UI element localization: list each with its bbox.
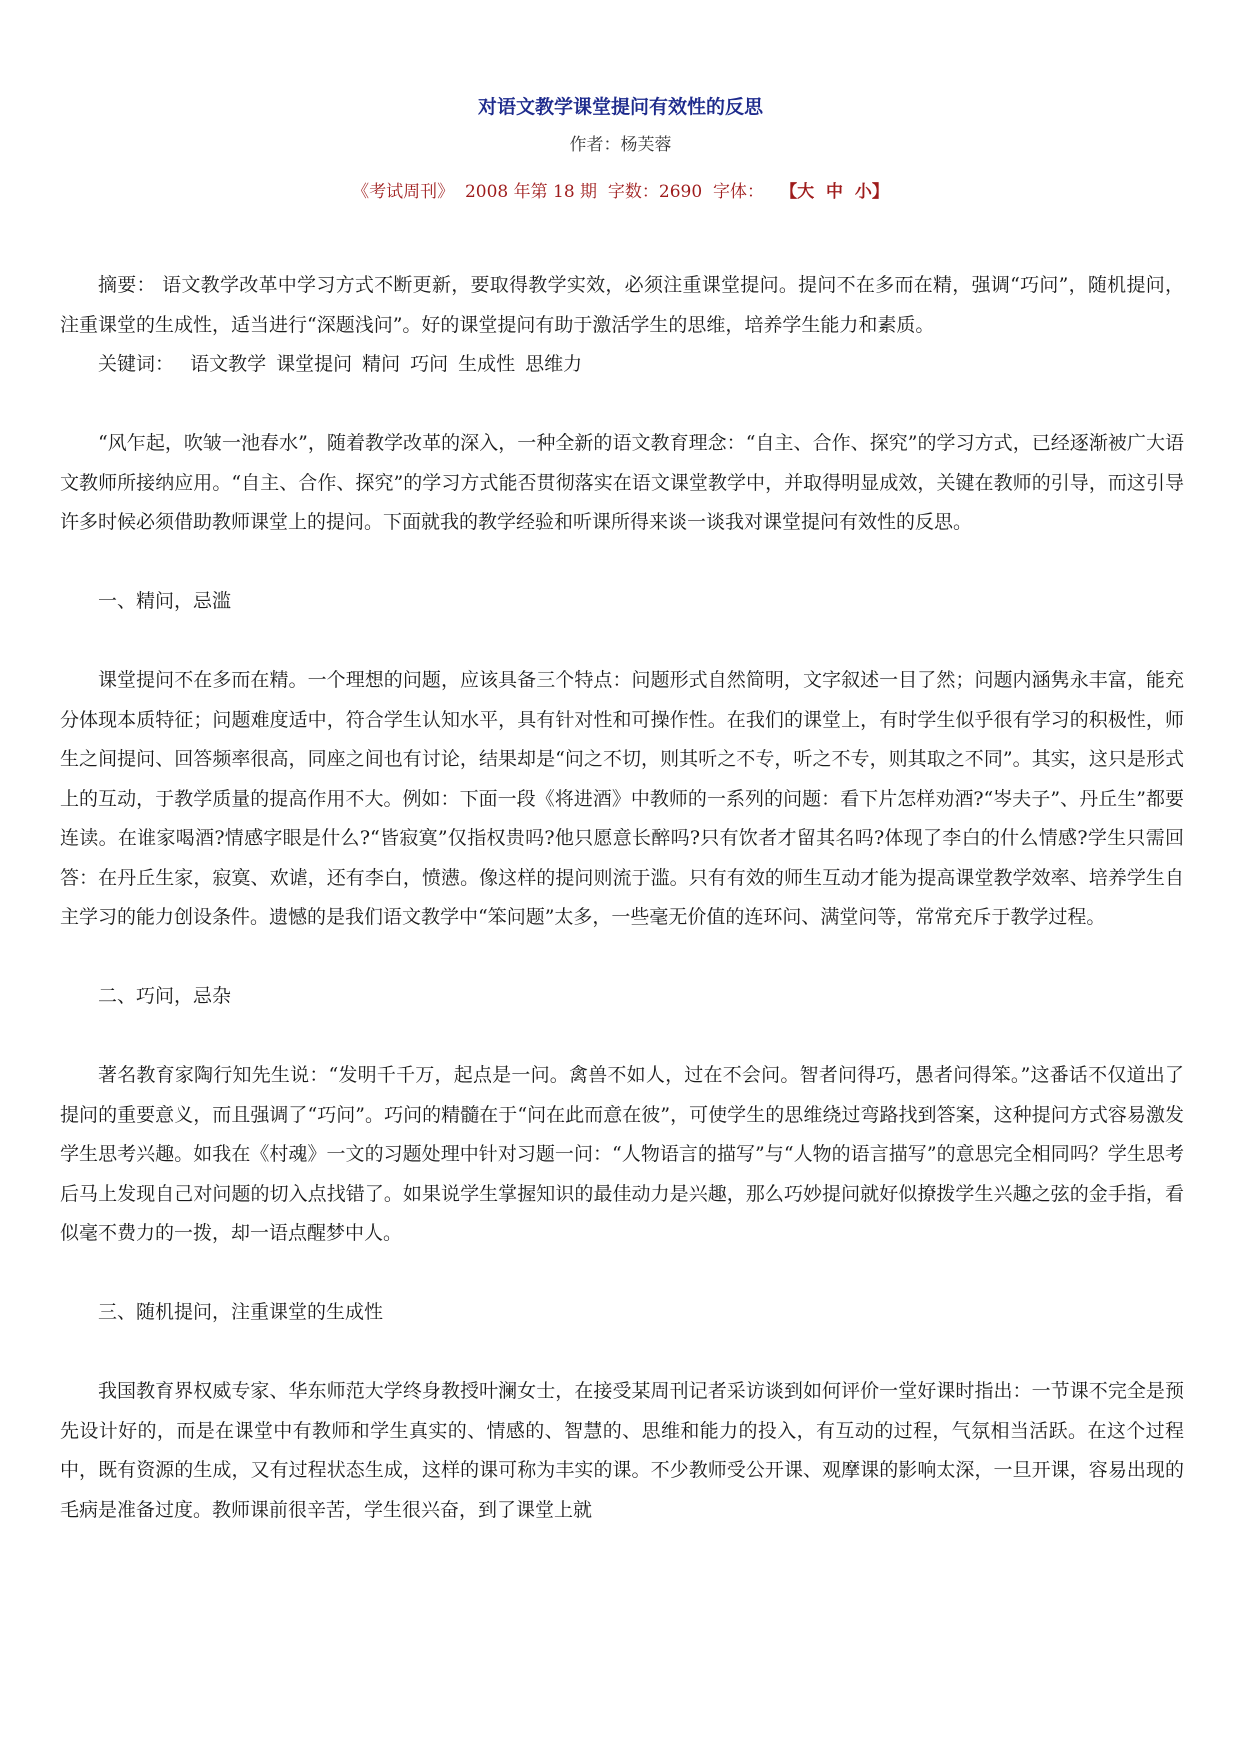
keywords: [60, 345, 1184, 385]
section-heading: 三、随机提问，注重课堂的生成性: [98, 1301, 384, 1323]
keyword: 巧问: [410, 353, 449, 375]
font-size-small-link[interactable]: 小: [854, 182, 872, 202]
section-paragraph: 课堂提问不在多而在精。一个理想的问题，应该具备三个特点：问题形式自然简明，文字叙述一目了然；问题内涵隽永丰富，能充分体现本质特征；问题难度适中，符合学生认知水平，具有针对性和可操作性。在我们的课堂上，有时学生似乎很有学习的积极性，师生之间提问、回答频率很高，同座之间也有讨论，结果却是“问之不切，则其听之不专，听之不专，则其取之不同”。其实，这只是形式上的互动，于教学质量的提高作用不大。例如：下面一段《将进酒》中教师的一系列的问题：看下片怎样劝酒?“岑夫子”、丹丘生”都要连读。在谁家喝酒?情感字眼是什么?“皆寂寞”仅指权贵吗?他只愿意长醉吗?只有饮者才留其名吗?体现了李白的什么情感?学生只需回答：在丹丘生家，寂寞、欢谑，还有李白，愤懑。像这样的提问则流于滥。只有有效的师生互动才能为提高课堂教学效率、培养学生自主学习的能力创设条件。遗憾的是我们语文教学中“笨问题”太多，一些毫无价值的连环问、满堂问等，常常充斥于教学过程。: [60, 669, 1184, 928]
font-size-medium-link[interactable]: 中: [826, 182, 844, 202]
keyword: 语文教学: [190, 353, 267, 375]
font-size-large-link[interactable]: 大: [797, 182, 815, 202]
intro-paragraph: “风乍起，吹皱一池春水”，随着教学改革的深入，一种全新的语文教育理念：“自主、合作、探究”的学习方式，已经逐渐被广大语文教师所接纳应用。“自主、合作、探究”的学习方式能否贯彻落实在语文课堂教学中，并取得明显成效，关键在教师的引导，而这引导许多时候必须借助教师课堂上的提问。下面就我的教学经验和听课所得来谈一谈我对课堂提问有效性的反思。: [60, 432, 1184, 533]
keyword: 生成性: [458, 353, 516, 375]
article-body: [60, 266, 1184, 1530]
font-size-selector: 【大 中 小】: [780, 182, 889, 202]
section-heading: 二、巧问，忌杂: [98, 985, 232, 1007]
abstract-text: 语文教学改革中学习方式不断更新，要取得教学实效，必须注重课堂提问。提问不在多而在精，强调“巧问”，随机提问，注重课堂的生成性，适当进行“深题浅问”。好的课堂提问有助于激活学生的思维，培养学生能力和素质。: [60, 274, 1184, 336]
section-heading: 一、精问，忌滥: [98, 590, 232, 612]
word-count: 字数：2690: [607, 182, 703, 202]
keyword: 精问: [362, 353, 401, 375]
abstract-label: 摘要：: [98, 274, 156, 296]
article-title: 对语文教学课堂提问有效性的反思: [477, 96, 763, 118]
font-size-label: 字体：: [712, 182, 764, 202]
section-paragraph: 著名教育家陶行知先生说：“发明千千万，起点是一问。禽兽不如人，过在不会问。智者问得巧，愚者问得笨。”这番话不仅道出了提问的重要意义，而且强调了“巧问”。巧问的精髓在于“问在此而意在彼”，可使学生的思维绕过弯路找到答案，这种提问方式容易激发学生思考兴趣。如我在《村魂》一文的习题处理中针对习题一问：“人物语言的描写”与“人物的语言描写”的意思完全相同吗？学生思考后马上发现自己对问题的切入点找错了。如果说学生掌握知识的最佳动力是兴趣，那么巧妙提问就好似撩拨学生兴趣之弦的金手指，看似毫不费力的一拨，却一语点醒梦中人。: [60, 1064, 1184, 1244]
article-author: 作者：杨芙蓉: [569, 135, 672, 155]
issue-number: 2008 年第 18 期: [464, 182, 598, 202]
keywords-label: 关键词：: [98, 353, 175, 375]
article-meta: [0, 177, 1241, 202]
keyword: 思维力: [525, 353, 583, 375]
section-paragraph: 我国教育界权威专家、华东师范大学终身教授叶澜女士，在接受某周刊记者采访谈到如何评价一堂好课时指出：一节课不完全是预先设计好的，而是在课堂中有教师和学生真实的、情感的、智慧的、思维和能力的投入，有互动的过程，气氛相当活跃。在这个过程中，既有资源的生成，又有过程状态生成，这样的课可称为丰实的课。不少教师受公开课、观摩课的影响太深，一旦开课，容易出现的毛病是准备过度。教师课前很辛苦，学生很兴奋，到了课堂上就: [60, 1380, 1184, 1521]
abstract: [60, 266, 1184, 345]
keyword: 课堂提问: [276, 353, 353, 375]
source-journal: 《考试周刊》: [352, 182, 455, 202]
